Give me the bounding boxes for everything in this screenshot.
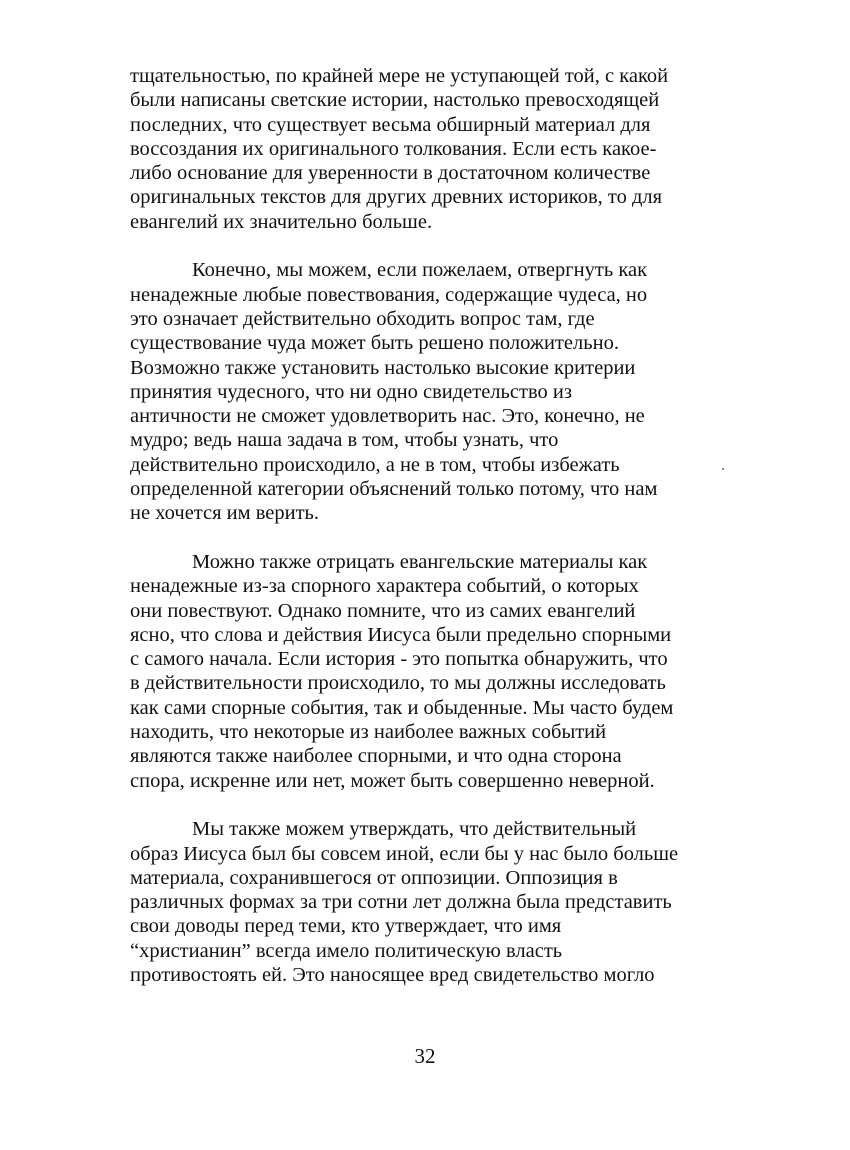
text-line: принятия чудесного, что ни одно свидетельство из	[130, 380, 572, 403]
text-line: воссоздания их оригинального толкования. Если есть какое-	[130, 137, 657, 160]
text-line: “христианин” всегда имело политическую власть	[130, 939, 563, 962]
text-line: находить, что некоторые из наиболее важных событий	[130, 721, 607, 744]
text-line: были написаны светские истории, настолько превосходящей	[130, 89, 660, 112]
text-line: ненадежные из-за спорного характера событий, о которых	[130, 575, 639, 598]
text-line: Можно также отрицать евангельские материалы как	[192, 550, 648, 573]
text-line: мудро; ведь наша задача в том, чтобы узнать, что	[130, 429, 559, 452]
text-line: оригинальных текстов для других древних историков, то для	[130, 186, 663, 209]
paragraph-gap	[130, 526, 730, 550]
text-line: являются также наиболее спорными, и что одна сторона	[130, 745, 622, 768]
text-line: в действительности происходило, то мы должны исследовать	[130, 672, 666, 695]
paragraph-gap	[130, 234, 730, 258]
text-line: не хочется им верить.	[130, 502, 320, 525]
paragraph	[130, 817, 730, 987]
text-line: существование чуда может быть решено положительно.	[130, 332, 619, 355]
text-line: тщательностью, по крайней мере не уступающей той, с какой	[130, 65, 669, 87]
text-line: определенной категории объяснений только потому, что нам	[130, 478, 658, 501]
text-line: как сами спорные события, так и обыденные. Мы часто будем	[130, 696, 674, 719]
text-line: различных формах за три сотни лет должна была представить	[130, 891, 672, 914]
text-line: с самого начала. Если история - это попытка обнаружить, что	[130, 648, 668, 671]
paragraph	[130, 550, 730, 793]
text-line: действительно происходило, а не в том, чтобы избежать	[130, 453, 620, 476]
page-number: 32	[414, 1044, 436, 1068]
text-line: либо основание для уверенности в достаточном количестве	[130, 162, 651, 185]
scan-speck	[722, 468, 724, 470]
text-line: Возможно также установить настолько высокие критерии	[130, 356, 636, 379]
text-line: ненадежные любые повествования, содержащие чудеса, но	[130, 283, 648, 306]
paragraph	[130, 258, 730, 525]
text-line: они повествуют. Однако помните, что из самих евангелий	[130, 599, 636, 622]
body-text	[130, 64, 730, 987]
text-line: спора, искренне или нет, может быть совершенно неверной.	[130, 769, 655, 792]
text-line: ясно, что слова и действия Иисуса были предельно спорными	[130, 623, 672, 646]
text-line: Мы также можем утверждать, что действительный	[192, 818, 637, 841]
text-line: свои доводы перед теми, кто утверждает, что имя	[130, 915, 562, 938]
paragraph-gap	[130, 793, 730, 817]
text-line: последних, что существует весьма обширный материал для	[130, 113, 651, 136]
text-line: противостоять ей. Это наносящее вред свидетельство могло	[130, 963, 655, 986]
text-line: материала, сохранившегося от оппозиции. Оппозиция в	[130, 866, 618, 889]
text-line: античности не сможет удовлетворить нас. Это, конечно, не	[130, 405, 645, 428]
paragraph	[130, 64, 730, 234]
text-line: евангелий их значительно больше.	[130, 210, 433, 233]
text-line: это означает действительно обходить вопрос там, где	[130, 307, 595, 330]
text-line: образ Иисуса был бы совсем иной, если бы у нас было больше	[130, 842, 679, 865]
text-line: Конечно, мы можем, если пожелаем, отвергнуть как	[192, 259, 648, 282]
